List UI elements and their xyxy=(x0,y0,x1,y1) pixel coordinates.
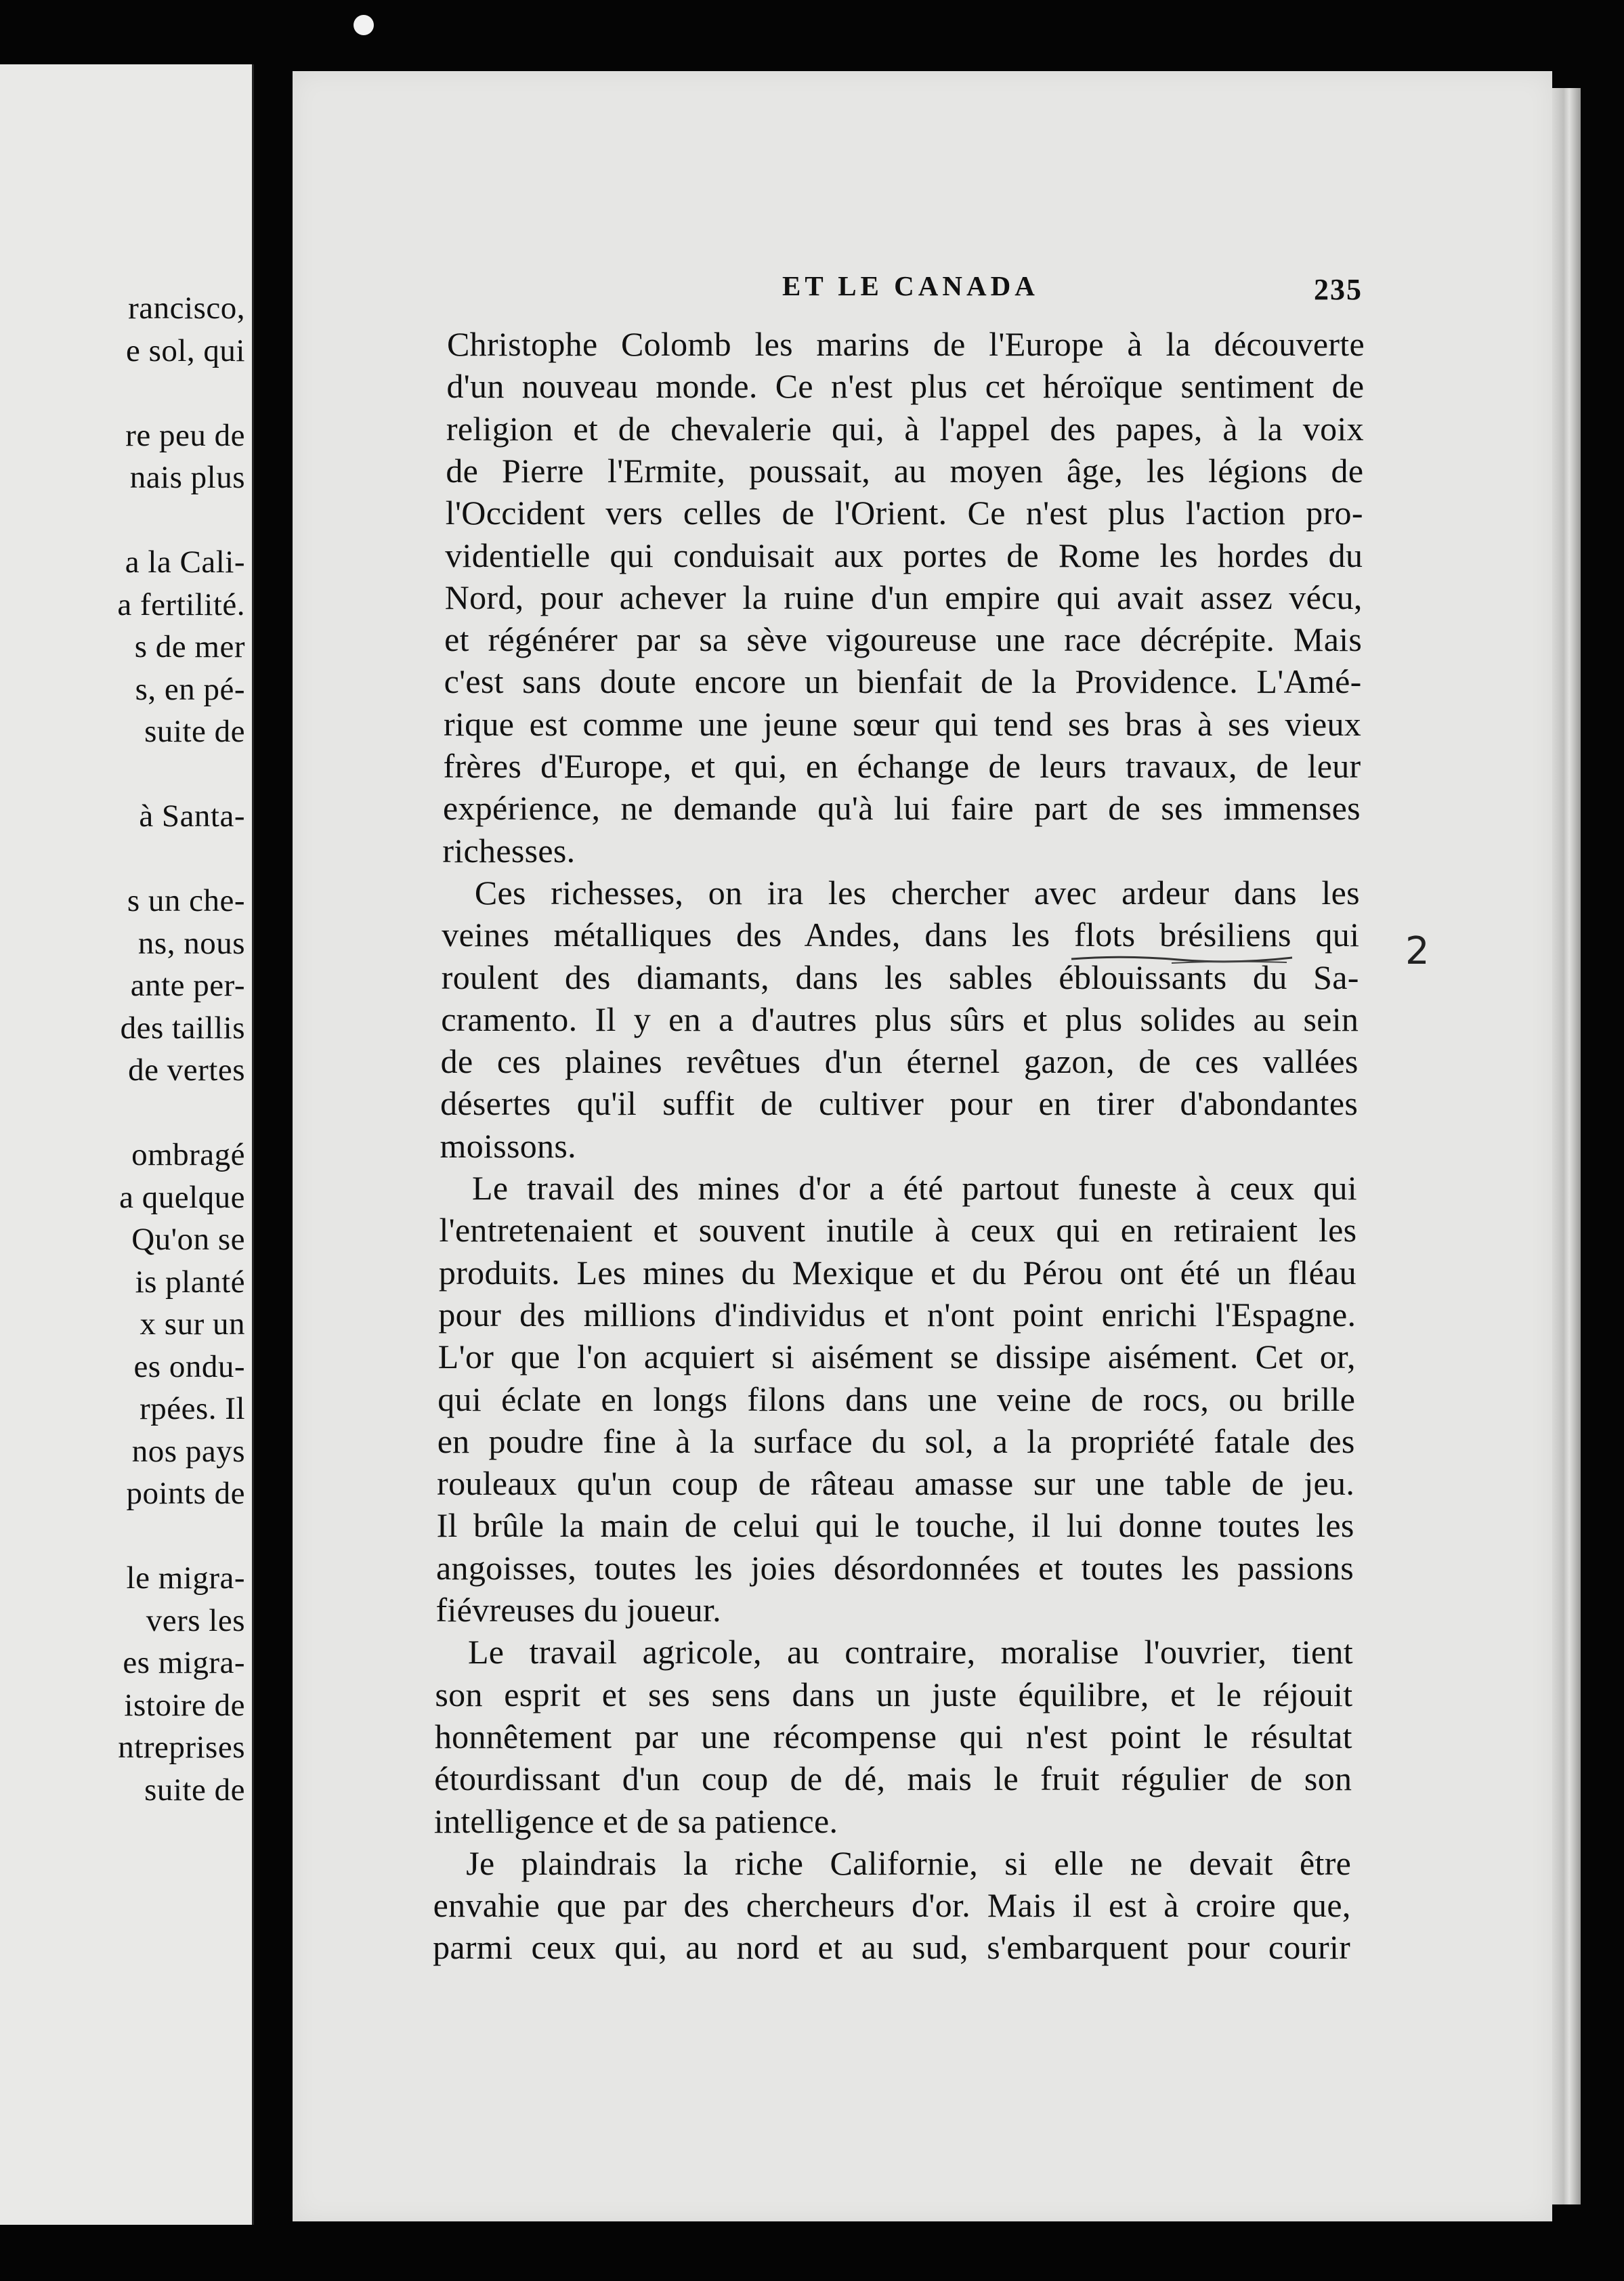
left-page-line: rpées. Il xyxy=(140,1391,245,1426)
text-line: l'Occident vers celles de l'Orient. Ce n'est plus l'action pro- xyxy=(445,494,1363,532)
text-line: Christophe Colomb les marins de l'Europe à la découverte xyxy=(447,325,1365,363)
text-line: qui éclate en longs filons dans une veine de rocs, ou brille xyxy=(437,1380,1356,1418)
left-page-line: s, en pé- xyxy=(135,671,245,707)
text-line: religion et de chevalerie qui, à l'appel des papes, à la voix xyxy=(446,409,1364,448)
text-line: et régénérer par sa sève vigoureuse une race décrépite. Mais xyxy=(444,620,1363,659)
text-line: Je plaindrais la riche Californie, si elle ne devait être xyxy=(466,1843,1352,1882)
text-line: roulent des diamants, dans les sables éblouissants du Sa- xyxy=(441,958,1359,996)
text-line: Nord, pour achever la ruine d'un empire qui avait assez vécu, xyxy=(444,578,1363,616)
text-line: L'or que l'on acquiert si aisément se dissipe aisément. Cet or, xyxy=(437,1338,1356,1376)
text-line: angoisses, toutes les joies désordonnées et toutes les passions xyxy=(436,1548,1354,1587)
text-line: son esprit et ses sens dans un juste équilibre, et le réjouit xyxy=(435,1675,1353,1713)
text-line: désertes qu'il suffit de cultiver pour en tirer d'abondantes xyxy=(440,1084,1359,1123)
text-line: honnêtement par une récompense qui n'est point le résultat xyxy=(434,1717,1352,1755)
margin-mark: 2 xyxy=(1405,929,1430,973)
pencil-underline xyxy=(1070,954,1294,966)
text-line: étourdissant d'un coup de dé, mais le fruit régulier de son xyxy=(434,1760,1352,1798)
left-page-line: a la Cali- xyxy=(125,545,245,580)
text-line: de ces plaines revêtues d'un éternel gazon, de ces vallées xyxy=(440,1042,1359,1081)
left-page-line: es ondu- xyxy=(133,1348,245,1384)
left-page-line: e sol, qui xyxy=(125,333,245,368)
page-number: 235 xyxy=(1314,273,1363,306)
left-page-line: s de mer xyxy=(134,629,245,664)
text-line: l'entretenaient et souvent inutile à ceux qui en retiraient les xyxy=(439,1211,1357,1250)
left-page-line: nais plus xyxy=(129,460,245,495)
text-line: Ces richesses, on ira les chercher avec ardeur dans les xyxy=(474,873,1360,912)
left-page-line: ombragé xyxy=(131,1137,245,1172)
left-page-line: ns, nous xyxy=(137,925,245,961)
left-page-line: ante per- xyxy=(130,968,245,1003)
text-line: expérience, ne demande qu'à lui faire part de ses immenses xyxy=(442,789,1361,828)
text-line: parmi ceux qui, au nord et au sud, s'embarquent pour courir xyxy=(433,1928,1351,1967)
left-page-line: istoire de xyxy=(124,1687,245,1723)
left-page-line: is planté xyxy=(135,1264,245,1300)
left-page-line: s un che- xyxy=(127,883,245,918)
text-line: cramento. Il y en a d'autres plus sûrs et plus solides au sein xyxy=(441,1000,1359,1038)
left-page-line: vers les xyxy=(146,1602,245,1638)
text-line: envahie que par des chercheurs d'or. Mais il est à croire que, xyxy=(433,1886,1351,1925)
left-page-line: suite de xyxy=(144,714,245,749)
left-page-line: nos pays xyxy=(131,1433,245,1469)
page-edge xyxy=(1552,88,1581,2204)
left-page-line: Qu'on se xyxy=(131,1222,245,1257)
text-line: d'un nouveau monde. Ce n'est plus cet héroïque sentiment de xyxy=(446,367,1365,406)
left-page-line: le migra- xyxy=(126,1560,245,1596)
text-line: Il brûle la main de celui qui le touche, il lui donne toutes les xyxy=(436,1506,1354,1545)
text-line: en poudre fine à la surface du sol, a la propriété fatale des xyxy=(437,1422,1355,1460)
left-page-line: re peu de xyxy=(125,417,245,453)
left-page-line: a quelque xyxy=(119,1179,245,1215)
left-page-line: rancisco, xyxy=(128,291,245,326)
left-page-line: des taillis xyxy=(120,1010,245,1046)
left-page-line: points de xyxy=(126,1476,245,1511)
text-line: frères d'Europe, et qui, en échange de leurs travaux, de leur xyxy=(443,747,1361,785)
left-page-line: à Santa- xyxy=(139,798,245,834)
text-line: pour des millions d'individus et n'ont point enrichi l'Espagne. xyxy=(438,1295,1356,1334)
text-line: Le travail agricole, au contraire, moralise l'ouvrier, tient xyxy=(467,1633,1353,1671)
text-line: rique est comme une jeune sœur qui tend ses bras à ses vieux xyxy=(444,704,1362,743)
text-line: rouleaux qu'un coup de râteau amasse sur une table de jeu. xyxy=(437,1464,1355,1503)
left-page-line: x sur un xyxy=(140,1306,245,1342)
text-line: richesses. xyxy=(442,831,576,870)
left-page-line: suite de xyxy=(144,1772,245,1808)
text-line: produits. Les mines du Mexique et du Pérou ont été un fléau xyxy=(438,1253,1356,1292)
text-line: c'est sans doute encore un bienfait de la Providence. L'Amé- xyxy=(444,662,1362,701)
text-line: videntielle qui conduisait aux portes de Rome les hordes du xyxy=(445,536,1363,574)
text-line: intelligence et de sa patience. xyxy=(433,1802,838,1840)
text-line: Le travail des mines d'or a été partout funeste à ceux qui xyxy=(472,1169,1357,1207)
scan-speck xyxy=(354,15,374,35)
text-line: moissons. xyxy=(440,1126,576,1165)
text-line: veines métalliques des Andes, dans les flots brésiliens qui xyxy=(442,916,1360,954)
left-page-line: es migra- xyxy=(123,1645,245,1680)
running-head: ET LE CANADA xyxy=(782,270,1039,301)
text-line: de Pierre l'Ermite, poussait, au moyen âge, les légions de xyxy=(446,451,1364,490)
text-line: fiévreuses du joueur. xyxy=(435,1591,721,1629)
left-page-line: ntreprises xyxy=(118,1730,245,1765)
left-page-line: de vertes xyxy=(128,1052,245,1088)
left-page-line: a fertilité. xyxy=(117,587,245,622)
left-facing-page xyxy=(0,64,254,2225)
